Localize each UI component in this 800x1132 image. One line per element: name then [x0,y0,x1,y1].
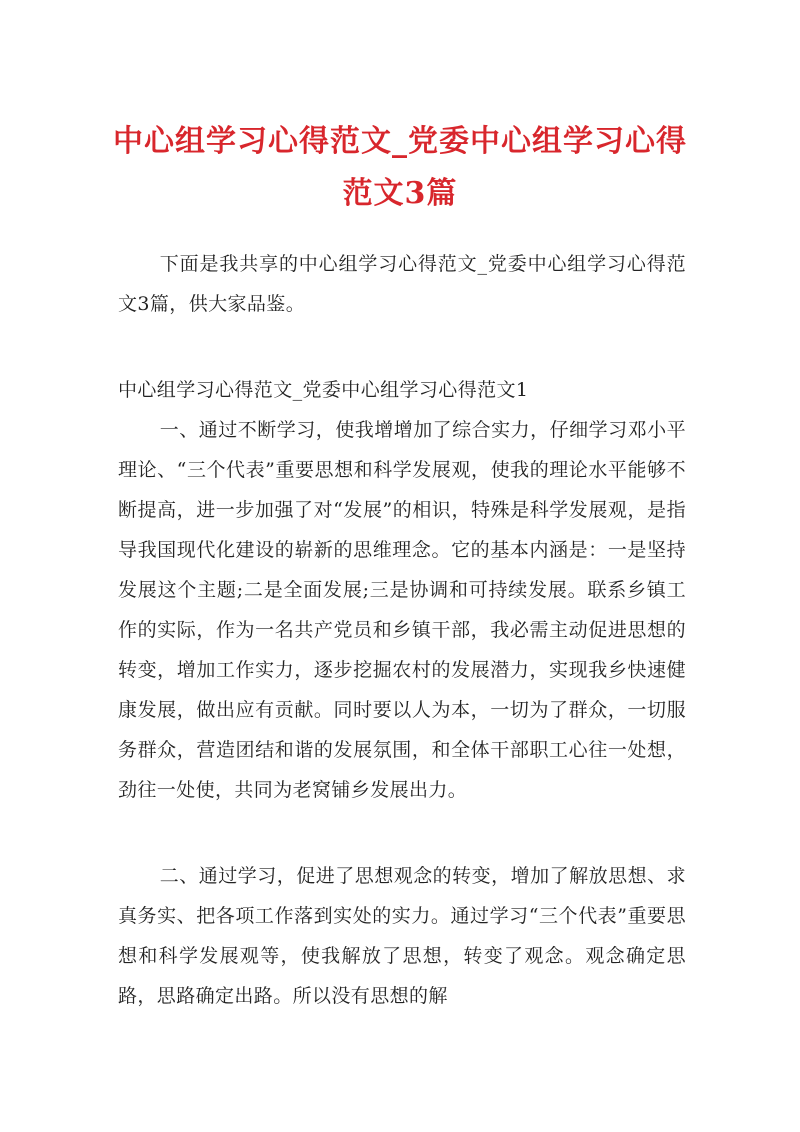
section-heading: 中心组学习心得范文_党委中心组学习心得范文1 [118,379,529,401]
body-paragraph-2: 二、通过学习，促进了思想观念的转变，增加了解放思想、求真务实、把各项工作落到实处的实力。通过学习“三个代表”重要思想和科学发展观等，使我解放了思想，转变了观念。观念确定思路，思路确定出路。所以没有思想的解 [118,865,686,1007]
document-title: 中心组学习心得范文_党委中心组学习心得范文3篇 [113,124,687,211]
intro-paragraph: 下面是我共享的中心组学习心得范文_党委中心组学习心得范文3篇，供大家品鉴。 [118,253,686,315]
body-paragraph-1: 一、通过不断学习，使我增增加了综合实力，仔细学习邓小平理论、“三个代表”重要思想和科学发展观，使我的理论水平能够不断提高，进一步加强了对“发展”的相识，特殊是科学发展观，是指导我国现代化建设的崭新的思维理念。它的基本内涵是：一是坚持发展这个主题;二是全面发展;三是协调和可持续发展。联系乡镇工作的实际，作为一名共产党员和乡镇干部，我必需主动促进思想的转变，增加工作实力，逐步挖掘农村的发展潜力，实现我乡快速健康发展，做出应有贡献。同时要以人为本，一切为了群众，一切服务群众，营造团结和谐的发展氛围，和全体干部职工心往一处想，劲往一处使，共同为老窝铺乡发展出力。 [118,419,686,801]
